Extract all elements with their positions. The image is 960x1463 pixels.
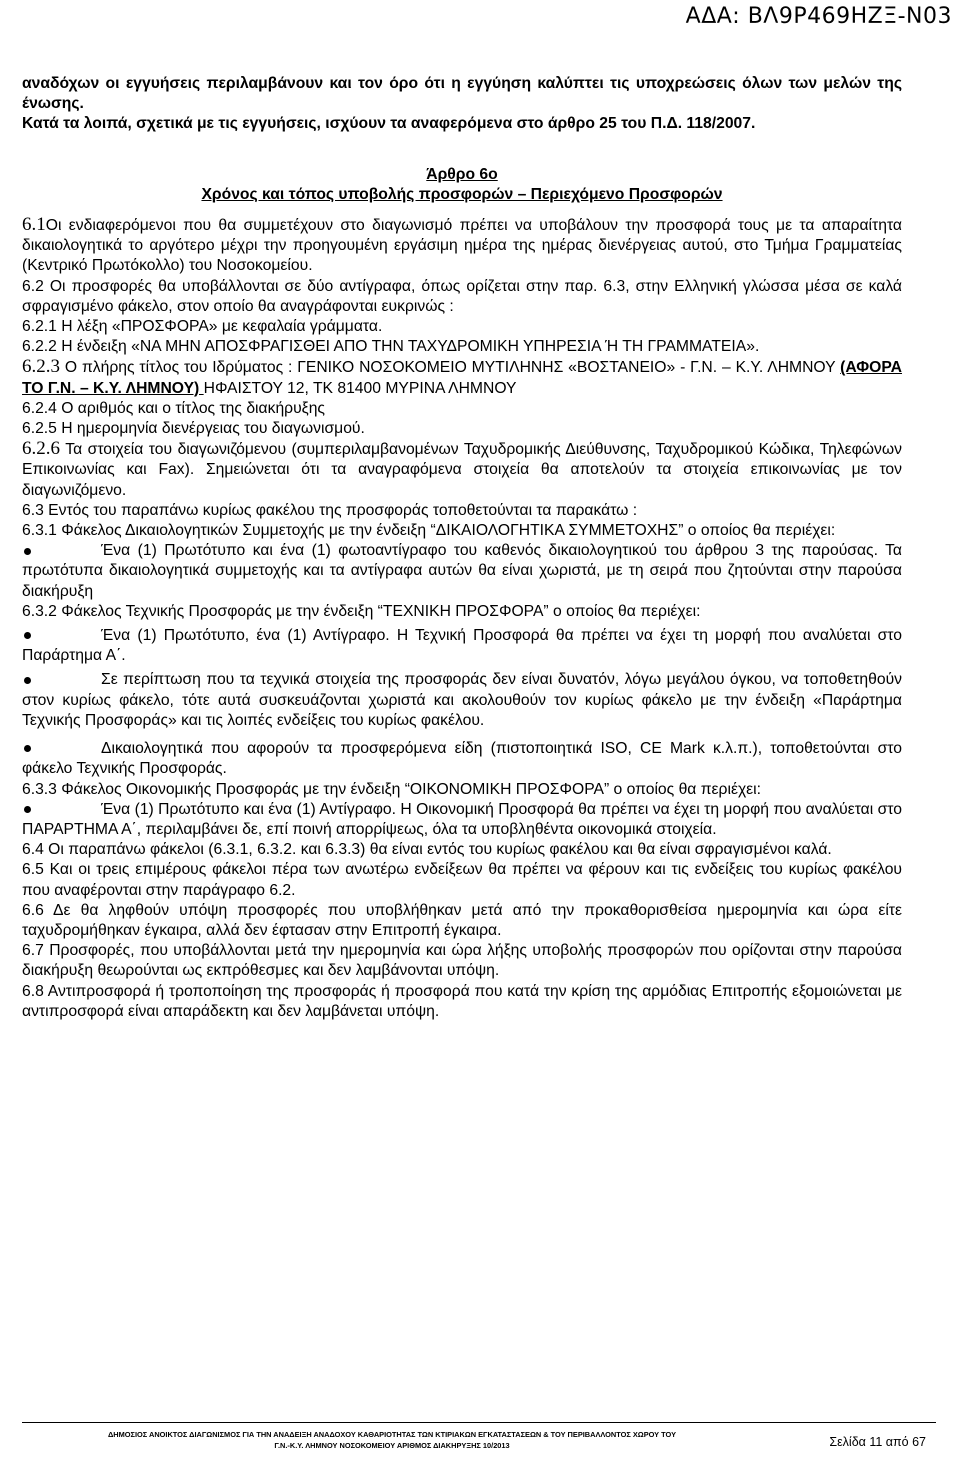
bullet-item (22, 800, 902, 840)
bullet-text: Ένα (1) Πρωτότυπο και ένα (1) Αντίγραφο. Η Οικονομική Προσφορά θα πρέπει να έχει τη μορφή που αναλύεται στο ΠΑΡΑΡΤΗΜΑ Α΄, περιλαμβάνει δε, επί ποινή απορρίψεως, όλα τα υποβληθέντα οικονομικά στοιχεία. (22, 800, 902, 838)
bullet-icon (24, 548, 31, 555)
intro-paragraph-2: Κατά τα λοιπά, σχετικά με τις εγγυήσεις, ισχύουν τα αναφερόμενα στο άρθρο 25 του Π.Δ. 118/2007. (22, 115, 756, 133)
bullet-item (22, 739, 902, 779)
section-6-2-2: 6.2.2 Η ένδειξη «ΝΑ ΜΗΝ ΑΠΟΣΦΡΑΓΙΣΘΕΙ ΑΠΟ ΤΗΝ ΤΑΧΥΔΡΟΜΙΚΗ ΥΠΗΡΕΣΙΑ Ή ΤΗ ΓΡΑΜΜΑΤΕΙΑ». (22, 338, 760, 356)
page-footer (22, 1422, 936, 1461)
section-6-8: 6.8 Αντιπροσφορά ή τροποποίηση της προσφοράς ή προσφορά που κατά την κρίση της αρμόδιας Επιτροπής εξομοιώνεται με αντιπροσφορά είναι απαράδεκτη και δεν λαμβάνεται υπόψη. (22, 982, 902, 1020)
section-number: 6.2.3 (22, 356, 60, 378)
section-6-2-6 (22, 439, 902, 501)
section-6-2: 6.2 Οι προσφορές θα υποβάλλονται σε δύο αντίγραφα, όπως ορίζεται στην παρ. 6.3, στην Ελληνική γλώσσα μέσα σε καλά σφραγισμένο φάκελο, στον οποίο θα αναγράφονται ευκρινώς : (22, 277, 902, 315)
bullet-icon (24, 806, 31, 813)
bullet-text: Ένα (1) Πρωτότυπο, ένα (1) Αντίγραφο. Η Τεχνική Προσφορά θα πρέπει να έχει τη μορφή που αναλύεται στο Παράρτημα Α΄. (22, 627, 902, 665)
section-6-3-2: 6.3.2 Φάκελος Τεχνικής Προσφοράς με την ένδειξη “ΤΕΧΝΙΚΗ ΠΡΟΣΦΟΡΑ” ο οποίος θα περιέχει: (22, 602, 701, 620)
section-6-3-1: 6.3.1 Φάκελος Δικαιολογητικών Συμμετοχής με την ένδειξη “ΔΙΚΑΙΟΛΟΓΗΤΙΚΑ ΣΥΜΜΕΤΟΧΗΣ” ο οποίος θα περιέχει: (22, 522, 836, 540)
section-6-2-1: 6.2.1 Η λέξη «ΠΡΟΣΦΟΡΑ» με κεφαλαία γράμματα. (22, 318, 383, 336)
bullet-text: Ένα (1) Πρωτότυπο και ένα (1) φωτοαντίγραφο του καθενός δικαιολογητικού του άρθρου 3 της παρούσας. Τα πρωτότυπα δικαιολογητικά συμμετοχής και τα αντίγραφα αυτών θα είναι χωριστά, με τη σειρά που ζητούνται στην παρούσα διακήρυξη (22, 542, 902, 600)
ada-stamp: ΑΔΑ: ΒΛ9Ρ469ΗΖΞ-Ν03 (685, 4, 952, 29)
section-6-1 (22, 215, 902, 277)
section-text: Οι ενδιαφερόμενοι που θα συμμετέχουν στο διαγωνισμό πρέπει να υποβάλουν την προσφορά τους με τα απαραίτητα δικαιολογητικά το αργότερο μέχρι την προηγουμένη εργάσιμη ημέρα της ημέρας διενέργειας αυτού, στο Τμήμα Γραμματείας (Κεντρικό Πρωτόκολλο) του Νοσοκομείου. (22, 217, 902, 275)
section-text-underlined: (ΑΦΟΡΑ ΤΟ Γ.Ν. – Κ.Υ. ΛΗΜΝΟΥ) (22, 359, 903, 397)
intro-paragraph-1: αναδόχων οι εγγυήσεις περιλαμβάνουν και τον όρο ότι η εγγύηση καλύπτει τις υποχρεώσεις όλων των μελών της ένωσης. (22, 75, 902, 113)
footer-caption (22, 1429, 762, 1451)
bullet-text: Σε περίπτωση που τα τεχνικά στοιχεία της προσφοράς δεν είναι δυνατόν, λόγω μεγάλου όγκου, να τοποθετηθούν στον κυρίως φάκελο, τότε αυτά συσκευάζονται χωριστά και ακολουθούν τον κυρίως φάκελο με την ένδειξη «Παράρτημα Τεχνικής Προσφοράς» και τις λοιπές ενδείξεις του κυρίως φακέλου. (22, 671, 902, 729)
bullet-icon (24, 632, 31, 639)
section-number: 6.1 (22, 214, 46, 236)
bullet-item (22, 626, 902, 666)
section-6-4: 6.4 Οι παραπάνω φάκελοι (6.3.1, 6.3.2. και 6.3.3) θα είναι εντός του κυρίως φακέλου και θα είναι σφραγισμένοι καλά. (22, 841, 832, 859)
section-6-2-4: 6.2.4 Ο αριθμός και ο τίτλος της διακήρυξης (22, 399, 325, 417)
footer-caption-line-1: ΔΗΜΟΣΙΟΣ ΑΝΟΙΚΤΟΣ ΔΙΑΓΩΝΙΣΜΟΣ ΓΙΑ ΤΗΝ ΑΝΑΔΕΙΞΗ ΑΝΑΔΟΧΟΥ ΚΑΘΑΡΙΟΤΗΤΑΣ ΤΩΝ ΚΤΙΡΙΑΚΩΝ ΕΓΚΑΤΑΣΤΑΣΕΩΝ & ΤΟΥ ΠΕΡΙΒΑΛΛΟΝΤΟΣ ΧΩΡΟΥ ΤΟΥ (107, 1430, 677, 1439)
section-6-3-3: 6.3.3 Φάκελος Οικονομικής Προσφοράς με την ένδειξη “ΟΙΚΟΝΟΜΙΚΗ ΠΡΟΣΦΟΡΑ” ο οποίος θα περιέχει: (22, 780, 762, 798)
section-6-7: 6.7 Προσφορές, που υποβάλλονται μετά την ημερομηνία και ώρα λήξης υποβολής προσφορών που ορίζονται στην παρούσα διακήρυξη θεωρούνται ως εκπρόθεσμες και δεν λαμβάνονται υπόψη. (22, 942, 902, 980)
page-number: Σελίδα 11 από 67 (829, 1435, 926, 1449)
bullet-text: Δικαιολογητικά που αφορούν τα προσφερόμενα είδη (πιστοποιητικά ISO, CE Mark κ.λ.π.), τοποθετούνται στο φάκελο Τεχνικής Προσφοράς. (22, 740, 902, 778)
bullet-icon (24, 677, 31, 684)
section-text: Τα στοιχεία του διαγωνιζόμενου (συμπεριλαμβανομένων Ταχυδρομικής Διεύθυνσης, Ταχυδρομικού Κώδικα, Τηλεφώνων Επικοινωνίας και Fax). Σημειώνεται ότι τα αναγραφόμενα στοιχεία θα αποτελούν τα στοιχεία επικοινωνίας με τον διαγωνιζόμενο. (22, 441, 902, 499)
bullet-item (22, 670, 902, 731)
article-heading (22, 165, 902, 205)
article-number: Άρθρο 6ο (426, 165, 498, 183)
section-6-2-5: 6.2.5 Η ημερομηνία διενέργειας του διαγωνισμού. (22, 420, 365, 438)
section-6-5: 6.5 Και οι τρεις επιμέρους φάκελοι πέρα των ανωτέρω ενδείξεων θα πρέπει να φέρουν και τις ενδείξεις του κυρίως φακέλου που αναφέρονται στην παράγραφο 6.2. (22, 861, 902, 899)
document-body (22, 74, 902, 1022)
article-title: Χρόνος και τόπος υποβολής προσφορών – Περιεχόμενο Προσφορών (201, 185, 723, 203)
bullet-icon (24, 745, 31, 752)
section-6-3: 6.3 Εντός του παραπάνω κυρίως φακέλου της προσφοράς τοποθετούνται τα παρακάτω : (22, 501, 638, 519)
section-6-2-3 (22, 357, 902, 398)
section-text: ΗΦΑΙΣΤΟΥ 12, ΤΚ 81400 ΜΥΡΙΝΑ ΛΗΜΝΟΥ (203, 379, 517, 397)
section-text: Ο πλήρης τίτλος του Ιδρύματος : ΓΕΝΙΚΟ ΝΟΣΟΚΟΜΕΙΟ ΜΥΤΙΛΗΝΗΣ «ΒΟΣΤΑΝΕΙΟ» - Γ.Ν. – Κ.Υ. ΛΗΜΝΟΥ (64, 359, 841, 377)
section-6-6: 6.6 Δε θα ληφθούν υπόψη προσφορές που υποβλήθηκαν μετά από την προκαθορισθείσα ημερομηνία και ώρα είτε ταχυδρομήθηκαν έγκαιρα, αλλά δεν έφτασαν στην Επιτροπή έγκαιρα. (22, 901, 902, 939)
footer-caption-line-2: Γ.Ν.-Κ.Υ. ΛΗΜΝΟΥ ΝΟΣΟΚΟΜΕΙΟΥ ΑΡΙΘΜΟΣ ΔΙΑΚΗΡΥΞΗΣ 10/2013 (274, 1441, 510, 1450)
bullet-item (22, 541, 902, 602)
section-number: 6.2.6 (22, 438, 60, 460)
